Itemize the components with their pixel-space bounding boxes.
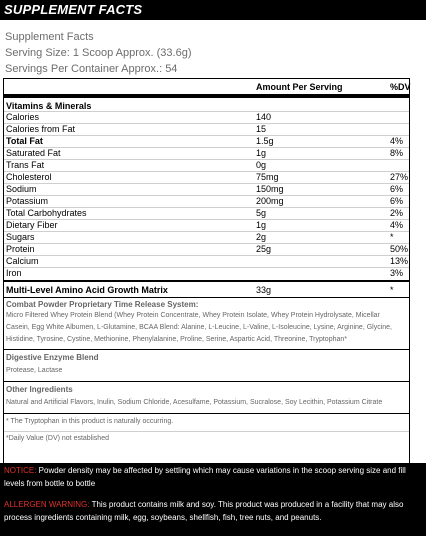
row-name: Protein xyxy=(6,244,35,254)
table-row xyxy=(4,172,409,183)
row-dv: 8% xyxy=(390,148,404,158)
table-row xyxy=(4,244,409,255)
row-name: Calories from Fat xyxy=(6,124,76,134)
warnings-panel xyxy=(0,463,426,536)
footnote-daily-value: *Daily Value (DV) not established xyxy=(6,435,109,442)
section-heading: Vitamins & Minerals xyxy=(6,101,92,111)
thick-divider xyxy=(4,95,409,98)
row-name: Saturated Fat xyxy=(6,148,61,158)
row-name: Cholesterol xyxy=(6,172,52,182)
column-header-dv: %DV xyxy=(390,82,411,92)
row-dv: 6% xyxy=(390,184,404,194)
row-amount: 0g xyxy=(256,160,267,170)
table-row xyxy=(4,256,409,267)
row-name: Iron xyxy=(6,268,22,278)
row-amount: 1.5g xyxy=(256,136,274,146)
table-header xyxy=(4,79,409,95)
table-row xyxy=(4,196,409,207)
row-dv: 2% xyxy=(390,208,404,218)
allergen-text: This product contains milk and soy. This product was produced in a facility that may also process ingredients containing milk, egg, soybeans, shellfish, fish, tree nuts, and peanuts. xyxy=(4,500,404,522)
row-divider xyxy=(4,431,409,432)
table-row xyxy=(4,208,409,219)
row-name: Calcium xyxy=(6,256,39,266)
matrix-dv: * xyxy=(390,285,394,295)
page-header-title: SUPPLEMENT FACTS xyxy=(4,2,143,17)
row-amount: 75mg xyxy=(256,172,279,182)
row-amount: 140 xyxy=(256,112,272,122)
table-row xyxy=(4,136,409,147)
row-name: Total Fat xyxy=(6,136,43,146)
row-name: Sugars xyxy=(6,232,35,242)
table-row xyxy=(4,112,409,123)
section-divider xyxy=(4,413,409,414)
row-amount: 1g xyxy=(256,148,267,158)
row-amount: 150mg xyxy=(256,184,284,194)
row-dv: 13% xyxy=(390,256,409,266)
row-dv: 4% xyxy=(390,220,404,230)
row-dv: 50% xyxy=(390,244,409,254)
table-row xyxy=(4,148,409,159)
notice-text: Powder density may be affected by settling which may cause variations in the scoop serving size and fill levels from bottle to bottle xyxy=(4,466,406,488)
page-header xyxy=(0,0,426,20)
allergen-label: ALLERGEN WARNING: xyxy=(4,500,90,509)
row-amount: 15 xyxy=(256,124,267,134)
section-divider xyxy=(4,297,409,298)
other-ingredients-text: Natural and Artificial Flavors, Inulin, Sodium Chloride, Acesulfame, Potassium, Sucralose, Soy Lecithin, Potassium Citrate xyxy=(6,399,383,406)
column-header-amount: Amount Per Serving xyxy=(256,82,343,92)
allergen-paragraph xyxy=(4,498,422,524)
matrix-row xyxy=(4,285,409,296)
blend-text: Micro Filtered Whey Protein Blend (Whey Protein Concentrate, Whey Protein Isolate, Whey Protein Hydrolysate, Micellar Casein, Egg White Albumen, L-Glutamine, BCAA Blend: Alanine, L-Leucine, L-Valine, L-Isoleucine, Lysine, Arginine, Glycine, Histidine, Tyrosine, Cystine, Methionine, Phenylalanine, Proline, Serine, Aspartic Acid, Threonine, Tryptophan* xyxy=(6,312,392,343)
table-row xyxy=(4,160,409,171)
notice-label: NOTICE: xyxy=(4,466,37,475)
row-dv: 3% xyxy=(390,268,404,278)
facts-title: Supplement Facts xyxy=(5,31,94,43)
row-dv: 4% xyxy=(390,136,404,146)
row-dv: 27% xyxy=(390,172,409,182)
notice-paragraph xyxy=(4,464,422,490)
row-amount: 25g xyxy=(256,244,272,254)
enzyme-text: Protease, Lactase xyxy=(6,367,63,374)
table-row xyxy=(4,184,409,195)
table-row xyxy=(4,220,409,231)
table-row xyxy=(4,124,409,135)
row-name: Sodium xyxy=(6,184,37,194)
row-amount: 2g xyxy=(256,232,267,242)
section-divider xyxy=(4,381,409,382)
row-amount: 5g xyxy=(256,208,267,218)
row-name: Total Carbohydrates xyxy=(6,208,87,218)
table-row xyxy=(4,232,409,243)
matrix-name: Multi-Level Amino Acid Growth Matrix xyxy=(6,285,168,295)
footnote-tryptophan: * The Tryptophan in this product is naturally occurring. xyxy=(6,418,174,425)
facts-table xyxy=(3,78,410,465)
matrix-amount: 33g xyxy=(256,285,272,295)
row-dv: 6% xyxy=(390,196,404,206)
enzyme-title: Digestive Enzyme Blend xyxy=(6,353,99,362)
other-ingredients-title: Other Ingredients xyxy=(6,385,73,394)
row-amount: 200mg xyxy=(256,196,284,206)
row-name: Potassium xyxy=(6,196,49,206)
section-divider xyxy=(4,349,409,350)
serving-size: Serving Size: 1 Scoop Approx. (33.6g) xyxy=(5,47,192,59)
row-name: Calories xyxy=(6,112,40,122)
row-name: Dietary Fiber xyxy=(6,220,58,230)
table-row xyxy=(4,268,409,279)
row-amount: 1g xyxy=(256,220,267,230)
row-dv: * xyxy=(390,232,394,242)
servings-per-container: Servings Per Container Approx.: 54 xyxy=(5,63,178,75)
blend-title: Combat Powder Proprietary Time Release System: xyxy=(6,300,199,309)
thick-divider xyxy=(4,280,409,282)
row-name: Trans Fat xyxy=(6,160,45,170)
